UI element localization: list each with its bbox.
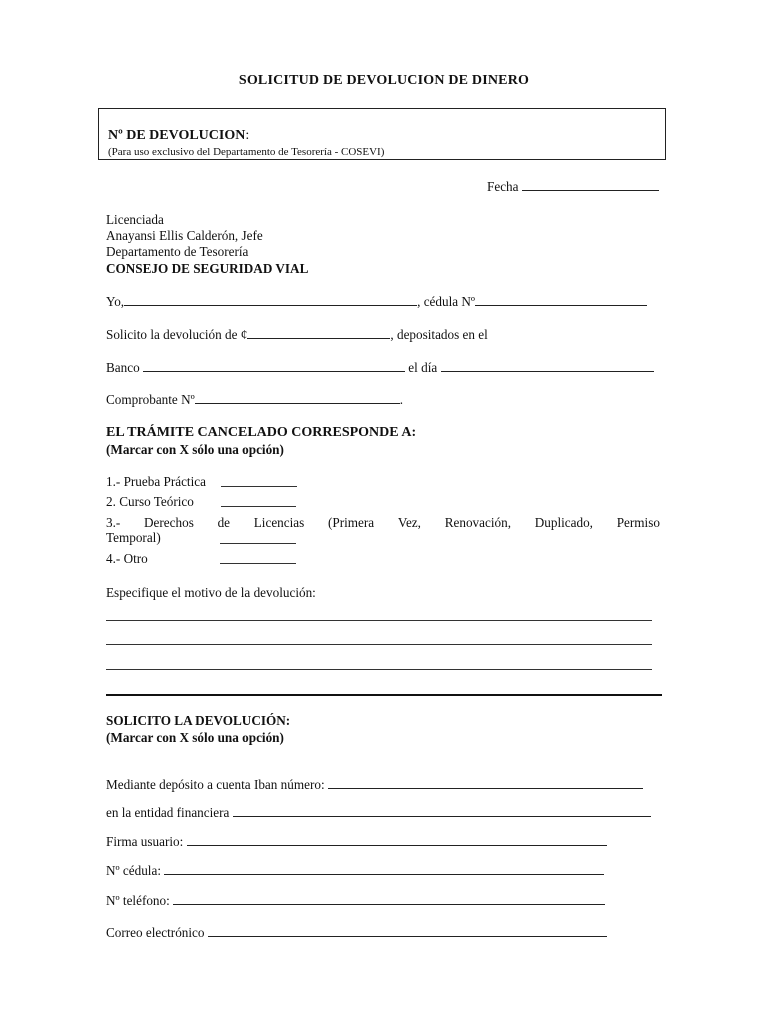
firma-input-line[interactable] <box>187 834 607 846</box>
yo-label: Yo, <box>106 294 125 309</box>
firma-label: Firma usuario: <box>106 834 184 849</box>
correo-input-line[interactable] <box>208 925 607 937</box>
section-divider <box>106 694 662 696</box>
tramite-option-3-mark[interactable] <box>220 543 296 544</box>
tramite-option-4: 4.- Otro <box>106 551 148 566</box>
motivo-line-3[interactable] <box>106 669 652 670</box>
cedula-label: , cédula Nº <box>417 294 476 309</box>
tramite-option-4-mark[interactable] <box>220 563 296 564</box>
yo-cedula-row <box>106 294 647 309</box>
devolucion-number-label: Nº DE DEVOLUCION: <box>108 128 250 143</box>
depositados-label: , depositados en el <box>390 327 488 342</box>
name-input-line[interactable] <box>124 294 417 306</box>
correo-row <box>106 925 607 940</box>
correo-label: Correo electrónico <box>106 925 205 940</box>
tramite-option-1-mark[interactable] <box>221 486 297 487</box>
banco-input-line[interactable] <box>143 360 405 372</box>
motivo-line-2[interactable] <box>106 644 652 645</box>
banco-row <box>106 360 654 375</box>
entidad-label: en la entidad financiera <box>106 805 230 820</box>
fecha-field <box>487 179 659 194</box>
iban-label: Mediante depósito a cuenta Iban número: <box>106 777 325 792</box>
tramite-option-3-cont: Temporal) <box>106 530 161 545</box>
addressee-department: Departamento de Tesorería <box>106 244 249 259</box>
firma-row <box>106 834 607 849</box>
entidad-row <box>106 805 651 820</box>
cedula-input-line[interactable] <box>475 294 647 306</box>
tramite-option-1: 1.- Prueba Práctica <box>106 474 206 489</box>
comprobante-label: Comprobante Nº <box>106 392 195 407</box>
dia-input-line[interactable] <box>441 360 654 372</box>
telefono-label: Nº teléfono: <box>106 893 170 908</box>
tramite-option-3: 3.- Derechos de Licencias (Primera Vez, Renovación, Duplicado, Permiso <box>106 515 660 530</box>
telefono-input-line[interactable] <box>173 893 605 905</box>
addressee-title: Licenciada <box>106 212 164 227</box>
fecha-label: Fecha <box>487 179 519 194</box>
monto-input-line[interactable] <box>247 327 390 339</box>
iban-input-line[interactable] <box>328 777 643 789</box>
tramite-option-2-mark[interactable] <box>221 506 296 507</box>
addressee-name: Anayansi Ellis Calderón, Jefe <box>106 228 263 243</box>
cedula-bottom-label: Nº cédula: <box>106 863 161 878</box>
entidad-input-line[interactable] <box>233 805 651 817</box>
monto-row <box>106 327 488 342</box>
comprobante-input-line[interactable] <box>195 392 400 404</box>
tramite-option-2: 2. Curso Teórico <box>106 494 194 509</box>
tramite-heading: EL TRÁMITE CANCELADO CORRESPONDE A: <box>106 425 417 440</box>
tramite-subheading: (Marcar con X sólo una opción) <box>106 442 284 457</box>
comprobante-row: Comprobante Nº . <box>106 392 403 407</box>
cedula-bottom-row <box>106 863 604 878</box>
motivo-line-1[interactable] <box>106 620 652 621</box>
solicito-heading: SOLICITO LA DEVOLUCIÓN: <box>106 713 291 728</box>
cedula-bottom-input-line[interactable] <box>164 863 604 875</box>
iban-row <box>106 777 643 792</box>
solicito-subheading: (Marcar con X sólo una opción) <box>106 730 284 745</box>
telefono-row <box>106 893 605 908</box>
devolucion-number-box <box>98 108 666 160</box>
monto-label: Solicito la devolución de ¢ <box>106 327 248 342</box>
form-title: SOLICITUD DE DEVOLUCION DE DINERO <box>238 73 530 88</box>
dia-label: el día <box>408 360 438 375</box>
fecha-input-line[interactable] <box>522 179 659 191</box>
motivo-label: Especifique el motivo de la devolución: <box>106 585 316 600</box>
banco-label: Banco <box>106 360 140 375</box>
devolucion-number-note: (Para uso exclusivo del Departamento de Tesorería - COSEVI) <box>108 146 385 158</box>
addressee-organization: CONSEJO DE SEGURIDAD VIAL <box>106 261 309 276</box>
